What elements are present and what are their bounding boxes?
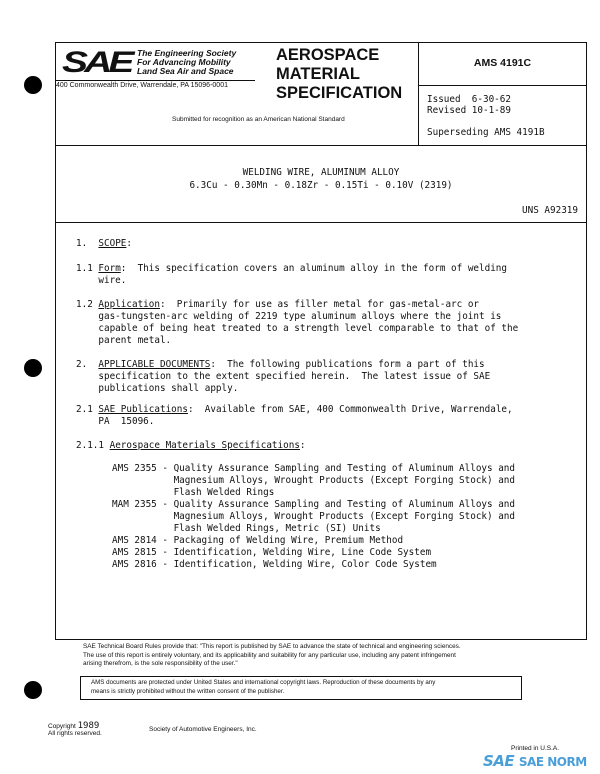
section-1-1: 1.1 Form: This specification covers an aluminum alloy in the form of welding wire. bbox=[76, 263, 508, 286]
issued-date: Issued 6-30-62 bbox=[427, 94, 511, 105]
binder-hole bbox=[24, 681, 42, 699]
spec-item: AMS 2814 - Packaging of Welding Wire, Premium Method bbox=[112, 535, 404, 546]
spec-list bbox=[112, 463, 515, 571]
tagline-line: Land Sea Air and Space bbox=[137, 66, 234, 76]
section-1-2: 1.2 Application: Primarily for use as filler metal for gas-metal-arc or gas-tungsten-arc welding of 2219 type aluminum alloys where the joint is capable of being heat treated to a strength level comparable to that of the parent metal. bbox=[76, 299, 519, 346]
copyright-block: Copyright 1989 All rights reserved. bbox=[48, 721, 102, 737]
section-2: 2. APPLICABLE DOCUMENTS: The following publications form a part of this specification to the extent specified herein. The latest issue of SAE publications shall apply. bbox=[76, 359, 491, 394]
divider bbox=[55, 80, 255, 81]
spec-item: Flash Welded Rings bbox=[112, 487, 275, 498]
spec-item: AMS 2816 - Identification, Welding Wire, Color Code System bbox=[112, 559, 437, 570]
doc-number: AMS 4191C bbox=[473, 57, 532, 69]
title-line: SPECIFICATION bbox=[276, 84, 403, 102]
spec-title: WELDING WIRE, ALUMINUM ALLOY bbox=[242, 167, 400, 178]
section-2-1: 2.1 SAE Publications: Available from SAE, 400 Commonwealth Drive, Warrendale, PA 15096. bbox=[76, 404, 513, 427]
sae-logo: SAE bbox=[62, 46, 131, 79]
divider bbox=[418, 85, 587, 86]
superseding: Superseding AMS 4191B bbox=[427, 127, 545, 138]
submitted-note: Submitted for recognition as an American National Standard bbox=[172, 116, 345, 123]
tagline-line: For Advancing Mobility bbox=[137, 57, 231, 67]
tagline-line: The Engineering Society bbox=[137, 48, 237, 58]
spec-item: Flash Welded Rings, Metric (SI) Units bbox=[112, 523, 381, 534]
divider bbox=[55, 222, 587, 223]
spec-item: Magnesium Alloys, Wrought Products (Except Forging Stock) and bbox=[112, 511, 515, 522]
binder-hole bbox=[24, 76, 42, 94]
spec-item: AMS 2355 - Quality Assurance Sampling and Testing of Aluminum Alloys and bbox=[112, 463, 515, 474]
binder-hole bbox=[24, 359, 42, 377]
spec-item: AMS 2815 - Identification, Welding Wire, Line Code System bbox=[112, 547, 432, 558]
technical-board-rules: SAE Technical Board Rules provide that: "This report is published by SAE to advance the state of technical and engineering sciences. The use of this report is entirely voluntary, and its applicability and suitability for any particular use, including any patent infringement arising therefrom, is the sole responsibility of the user." bbox=[83, 643, 461, 667]
copyright-notice-box: AMS documents are protected under United States and international copyright laws. Reproduction of these documents by any means is strictly prohibited without the written consent of the publisher. bbox=[80, 676, 522, 700]
title-line: AEROSPACE bbox=[276, 46, 380, 64]
spec-item: MAM 2355 - Quality Assurance Sampling and Testing of Aluminum Alloys and bbox=[112, 499, 515, 510]
sae-norm-watermark: SAE SAE NORM bbox=[483, 752, 587, 770]
spec-item: Magnesium Alloys, Wrought Products (Except Forging Stock) and bbox=[112, 475, 515, 486]
publisher: Society of Automotive Engineers, Inc. bbox=[149, 726, 257, 733]
issue-dates bbox=[427, 94, 511, 116]
uns-number: UNS A92319 bbox=[522, 205, 578, 216]
address: 400 Commonwealth Drive, Warrendale, PA 15096-0001 bbox=[56, 82, 228, 89]
spec-composition: 6.3Cu - 0.30Mn - 0.18Zr - 0.15Ti - 0.10V (2319) bbox=[189, 180, 453, 191]
society-tagline bbox=[137, 49, 236, 76]
section-2-1-1: 2.1.1 Aerospace Materials Specifications: bbox=[76, 440, 306, 451]
title-line: MATERIAL bbox=[276, 65, 361, 83]
printed-in: Printed in U.S.A. bbox=[511, 745, 560, 752]
section-1: 1. SCOPE: bbox=[76, 238, 133, 249]
divider bbox=[55, 145, 587, 146]
revised-date: Revised 10-1-89 bbox=[427, 105, 511, 116]
doc-type-title bbox=[276, 46, 402, 103]
